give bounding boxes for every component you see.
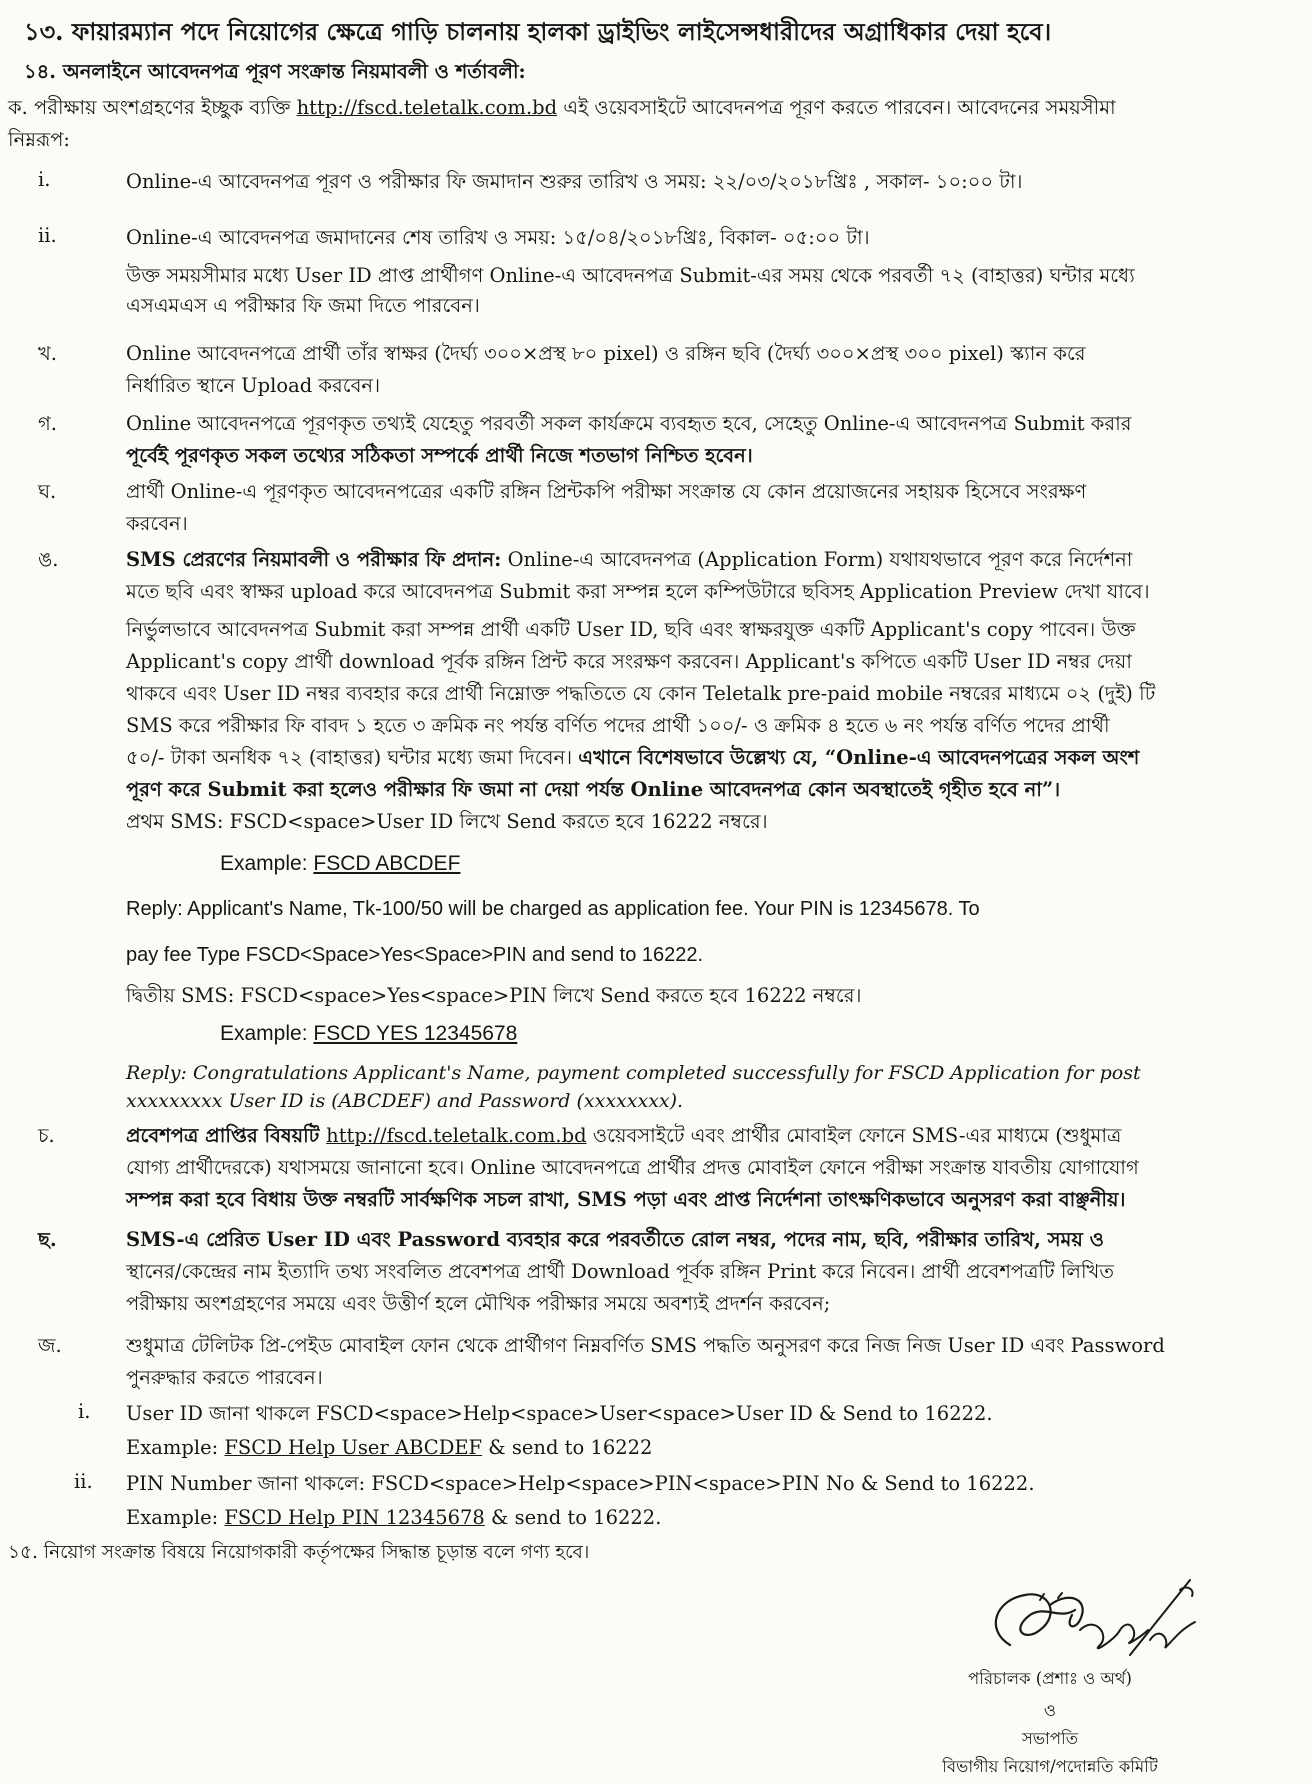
item-ii-label: ii. bbox=[38, 224, 57, 247]
item-cha-pre: প্রবেশপত্র প্রাপ্তির বিষয়টি bbox=[126, 1124, 327, 1147]
item-ka-line1 bbox=[8, 94, 1116, 126]
reply1-line1: Reply: Applicant's Name, Tk-100/50 will be charged as application fee. Your PIN is 12345678. To bbox=[126, 898, 980, 920]
item-ka-text-post: এই ওয়েবসাইটে আবেদনপত্র পূরণ করতে পারবেন। আবেদনের সময়সীমা bbox=[557, 96, 1116, 119]
item-chha-line2: স্থানের/কেন্দ্রের নাম ইত্যাদি তথ্য সংবলিত প্রবেশপত্র প্রার্থী Download পূর্বক রঙ্গিন Print করে নিবেন। প্রার্থী প্রবেশপত্রটি লিখিত bbox=[126, 1260, 1114, 1283]
website-link-2[interactable]: http://fscd.teletalk.com.bd bbox=[326, 1124, 587, 1147]
item-ja-label: জ. bbox=[38, 1334, 62, 1357]
item-ja-sub-i-example bbox=[126, 1436, 652, 1459]
sms2-instruction: দ্বিতীয় SMS: FSCD<space>Yes<space>PIN লিখে Send করতে হবে 16222 নম্বরে। bbox=[126, 984, 862, 1007]
sub-i-example-post: & send to 16222 bbox=[482, 1436, 653, 1459]
item-ii-note-line2: এসএমএস এ পরীক্ষার ফি জমা দিতে পারবেন। bbox=[126, 294, 480, 317]
sms1-instruction: প্রথম SMS: FSCD<space>User ID লিখে Send করতে হবে 16222 নম্বরে। bbox=[126, 810, 768, 833]
item-ja-line2: পুনরুদ্ধার করতে পারবেন। bbox=[126, 1366, 323, 1389]
item-uma-label: ঙ. bbox=[38, 548, 59, 571]
item-ka-text: ক. পরীক্ষায় অংশগ্রহণের ইচ্ছুক ব্যক্তি bbox=[8, 96, 297, 119]
item-uma-line5: থাকবে এবং User ID নম্বর ব্যবহার করে প্রার্থী নিম্নোক্ত পদ্ধতিতে যে কোন Teletalk pre-paid mobile নম্বরের মাধ্যমে ০২ (দুই) টি bbox=[126, 682, 1156, 705]
sms2-example-value: FSCD YES 12345678 bbox=[313, 1022, 518, 1045]
item-kha-line2: নির্ধারিত স্থানে Upload করবেন। bbox=[126, 374, 381, 397]
item-uma-line4: Applicant's copy প্রার্থী download পূর্বক রঙ্গিন প্রিন্ট করে সংরক্ষণ করবেন। Applicant's কপিতে একটি User ID নম্বর দেয়া bbox=[126, 650, 1132, 673]
signatory-title-3: বিভাগীয় নিয়োগ/পদোন্নতি কমিটি bbox=[942, 1757, 1158, 1776]
item-ii-note-line1: উক্ত সময়সীমার মধ্যে User ID প্রাপ্ত প্রার্থীগণ Online-এ আবেদনপত্র Submit-এর সময় থেকে পরবর্তী ৭২ (বাহাত্তর) ঘন্টার মধ্যে bbox=[126, 264, 1135, 287]
item-cha-post: ওয়েবসাইটে এবং প্রার্থীর মোবাইল ফোনে SMS-এর মাধ্যমে (শুধুমাত্র bbox=[586, 1124, 1122, 1147]
item-i-label: i. bbox=[38, 168, 51, 191]
item-uma-line2: মতে ছবি এবং স্বাক্ষর upload করে আবেদনপত্র Submit করা সম্পন্ন হলে কম্পিউটারে ছবিসহ Application Preview দেখা যাবে। bbox=[126, 580, 1150, 603]
website-link[interactable]: http://fscd.teletalk.com.bd bbox=[296, 96, 558, 119]
sub-ii-example-post: & send to 16222. bbox=[484, 1506, 662, 1529]
item-gha-line2: করবেন। bbox=[126, 512, 188, 535]
sub-i-example-label: Example: bbox=[126, 1436, 225, 1459]
item-cha-label: চ. bbox=[38, 1124, 55, 1147]
sub-ii-example-label: Example: bbox=[126, 1506, 225, 1529]
signatory-title-2: সভাপতি bbox=[1021, 1729, 1079, 1748]
item-uma-line7-bold: এখানে বিশেষভাবে উল্লেখ্য যে, “Online-এ আবেদনপত্রের সকল অংশ bbox=[578, 746, 1140, 769]
sub-i-example-value: FSCD Help User ABCDEF bbox=[224, 1436, 483, 1459]
item-ja-sub-i-label: i. bbox=[78, 1400, 91, 1423]
item-ja-sub-ii: PIN Number জানা থাকলে: FSCD<space>Help<space>PIN<space>PIN No & Send to 16222. bbox=[126, 1472, 1035, 1495]
item-kha-label: খ. bbox=[38, 342, 58, 365]
item-ga-line1: Online আবেদনপত্রে পূরণকৃত তথ্যই যেহেতু পরবর্তী সকল কার্যক্রমে ব্যবহৃত হবে, সেহেতু Online-এ আবেদনপত্র Submit করার bbox=[126, 412, 1132, 435]
item-ii-text: Online-এ আবেদনপত্র জমাদানের শেষ তারিখ ও সময়: ১৫/০৪/২০১৮খ্রিঃ, বিকাল- ০৫:০০ টা। bbox=[126, 226, 870, 249]
signatory-title-1: পরিচালক (প্রশাঃ ও অর্থ) bbox=[968, 1669, 1132, 1688]
item-uma-line1 bbox=[126, 546, 1132, 578]
item-cha-line1 bbox=[126, 1122, 1121, 1154]
item-ja-sub-ii-label: ii. bbox=[74, 1470, 93, 1493]
sms2-example bbox=[220, 1022, 517, 1046]
item-chha-line3: পরীক্ষায় অংশগ্রহণের সময়ে এবং উত্তীর্ণ হলে মৌখিক পরীক্ষার সময়ে অবশ্যই প্রদর্শন করবেন; bbox=[126, 1292, 831, 1315]
item-chha-line1: SMS-এ প্রেরিত User ID এবং Password ব্যবহার করে পরবর্তীতে রোল নম্বর, পদের নাম, ছবি, পরীক্ষার তারিখ, সময় ও bbox=[126, 1228, 1105, 1251]
item-ja-line1: শুধুমাত্র টেলিটক প্রি-পেইড মোবাইল ফোন থেকে প্রার্থীগণ নিম্নবর্ণিত SMS পদ্ধতি অনুসরণ করে নিজ নিজ User ID এবং Password bbox=[126, 1334, 1165, 1357]
item-cha-line3: সম্পন্ন করা হবে বিধায় উক্ত নম্বরটি সার্বক্ষণিক সচল রাখা, SMS পড়া এবং প্রাপ্ত নির্দেশনা তাৎক্ষণিকভাবে অনুসরণ করা বাঞ্ছনীয়। bbox=[126, 1188, 1126, 1211]
item-uma-line6: SMS করে পরীক্ষার ফি বাবদ ১ হতে ৩ ক্রমিক নং পর্যন্ত বর্ণিত পদের প্রার্থী ১০০/- ও ক্রমিক ৪ হতে ৬ নং পর্যন্ত বর্ণিত পদের প্রার্থী bbox=[126, 714, 1110, 737]
item-uma-line7-pre: ৫০/- টাকা অনধিক ৭২ (বাহাত্তর) ঘন্টার মধ্যে জমা দিবেন। bbox=[126, 746, 579, 769]
handwritten-signature bbox=[980, 1560, 1210, 1680]
reply2-line2: xxxxxxxxx User ID is (ABCDEF) and Password (xxxxxxxx). bbox=[126, 1090, 684, 1112]
item-uma-line3: নির্ভুলভাবে আবেদনপত্র Submit করা সম্পন্ন প্রার্থী একটি User ID, ছবি এবং স্বাক্ষরযুক্ত একটি Applicant's copy পাবেন। উক্ত bbox=[126, 618, 1136, 641]
section-15-heading: ১৫. নিয়োগ সংক্রান্ত বিষয়ে নিয়োগকারী কর্তৃপক্ষের সিদ্ধান্ত চূড়ান্ত বলে গণ্য হবে। bbox=[8, 1542, 590, 1563]
section-13-heading: ১৩. ফায়ারম্যান পদে নিয়োগের ক্ষেত্রে গাড়ি চালনায় হালকা ড্রাইভিং লাইসেন্সধারীদের অগ্রাধিকার দেয়া হবে। bbox=[24, 17, 1052, 46]
sms1-example-label: Example: bbox=[220, 852, 314, 875]
item-kha-line1: Online আবেদনপত্রে প্রার্থী তাঁর স্বাক্ষর (দৈর্ঘ্য ৩০০×প্রস্থ ৮০ pixel) ও রঙ্গিন ছবি (দৈর্ঘ্য ৩০০×প্রস্থ ৩০০ pixel) স্ক্যান করে bbox=[126, 342, 1086, 365]
sms1-example bbox=[220, 852, 460, 876]
signatory-conjunction: ও bbox=[1043, 1701, 1057, 1720]
item-uma-line8: পূরণ করে Submit করা হলেও পরীক্ষার ফি জমা না দেয়া পর্যন্ত Online আবেদনপত্র কোন অবস্থাতেই গৃহীত হবে না”। bbox=[126, 778, 1061, 801]
item-uma-line1-rest: Online-এ আবেদনপত্র (Application Form) যথাযথভাবে পূরণ করে নির্দেশনা bbox=[501, 548, 1133, 571]
sms2-example-label: Example: bbox=[220, 1022, 314, 1045]
item-gha-label: ঘ. bbox=[38, 480, 57, 503]
item-ja-sub-i: User ID জানা থাকলে FSCD<space>Help<space>User<space>User ID & Send to 16222. bbox=[126, 1402, 993, 1425]
reply1-line2: pay fee Type FSCD<Space>Yes<Space>PIN and send to 16222. bbox=[126, 944, 704, 966]
item-i-text: Online-এ আবেদনপত্র পূরণ ও পরীক্ষার ফি জমাদান শুরুর তারিখ ও সময়: ২২/০৩/২০১৮খ্রিঃ , সকাল- ১০:০০ টা। bbox=[126, 170, 1023, 193]
item-ga-label: গ. bbox=[38, 412, 57, 435]
sub-ii-example-value: FSCD Help PIN 12345678 bbox=[224, 1506, 485, 1529]
section-14-heading: ১৪. অনলাইনে আবেদনপত্র পূরণ সংক্রান্ত নিয়মাবলী ও শর্তাবলী: bbox=[24, 60, 526, 83]
sms1-example-value: FSCD ABCDEF bbox=[313, 852, 461, 875]
item-chha-label: ছ. bbox=[38, 1228, 57, 1251]
item-gha-line1: প্রার্থী Online-এ পূরণকৃত আবেদনপত্রের একটি রঙ্গিন প্রিন্টকপি পরীক্ষা সংক্রান্ত যে কোন প্রয়োজনের সহায়ক হিসেবে সংরক্ষণ bbox=[126, 480, 1087, 503]
item-ga-line2: পূর্বেই পূরণকৃত সকল তথ্যের সঠিকতা সম্পর্কে প্রার্থী নিজে শতভাগ নিশ্চিত হবেন। bbox=[126, 444, 753, 467]
item-ja-sub-ii-example bbox=[126, 1506, 661, 1529]
reply2-line1: Reply: Congratulations Applicant's Name, payment completed successfully for FSCD Application for post bbox=[126, 1062, 1141, 1084]
item-ka-line2: নিম্নরূপ: bbox=[8, 128, 71, 151]
item-uma-line7 bbox=[126, 744, 1139, 776]
item-uma-heading: SMS প্রেরণের নিয়মাবলী ও পরীক্ষার ফি প্রদান: bbox=[126, 548, 502, 571]
item-cha-line2: যোগ্য প্রার্থীদেরকে) যথাসময়ে জানানো হবে। Online আবেদনপত্রে প্রার্থীর প্রদত্ত মোবাইল ফোনে পরীক্ষা সংক্রান্ত যাবতীয় যোগাযোগ bbox=[126, 1156, 1139, 1179]
